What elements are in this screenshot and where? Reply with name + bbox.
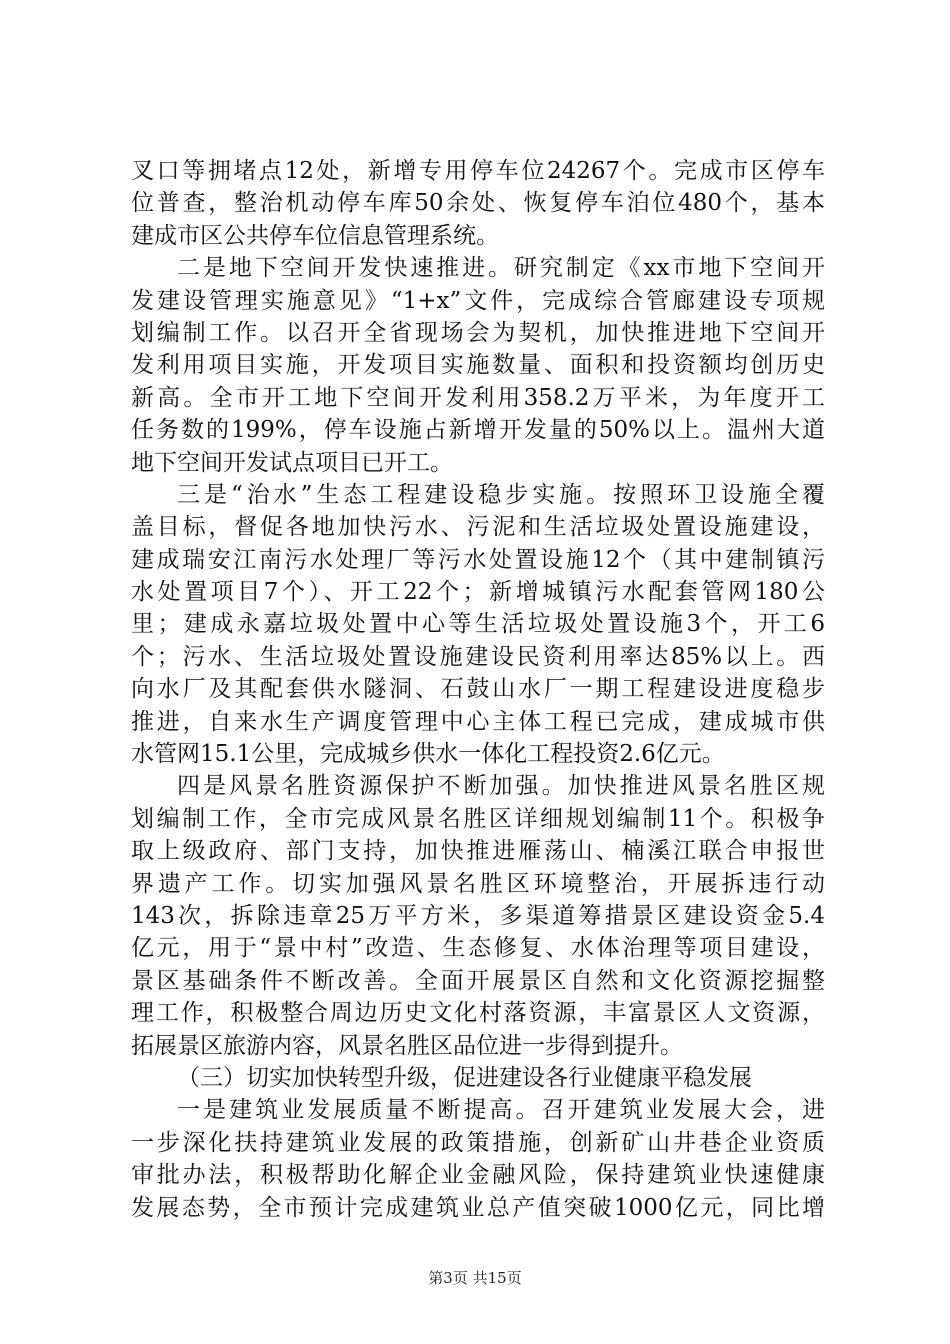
text-line: 拓展景区旅游内容，风景名胜区品位进一步得到提升。 [131,1032,683,1059]
text-line: 叉口等拥堵点12处，新增专用停车位24267个。完成市区停车 [131,158,825,184]
text-line: 水管网15.1公里，完成城乡供水一体化工程投资2.6亿元。 [131,741,725,768]
text-line: 二是地下空间开发快速推进。研究制定《xx市地下空间开 [177,255,825,282]
section-heading: （三）切实加快转型升级，促进建设各行业健康平稳发展 [177,1064,752,1091]
text-line: 划编制工作。以召开全省现场会为契机，加快推进地下空间开 [131,319,825,346]
text-line: 建成市区公共停车位信息管理系统。 [131,222,499,249]
text-line: 个；污水、生活垃圾处置设施建设民资利用率达85%以上。西 [131,643,825,670]
text-line: 建成瑞安江南污水处理厂等污水处置设施12个（其中建制镇污 [131,546,825,573]
text-line: 亿元，用于“景中村”改造、生态修复、水体治理等项目建设， [131,935,825,962]
text-line: 四是风景名胜资源保护不断加强。加快推进风景名胜区规 [177,773,825,800]
text-line: 景区基础条件不断改善。全面开展景区自然和文化资源挖掘整 [131,967,825,994]
text-line: 理工作，积极整合周边历史文化村落资源，丰富景区人文资源， [131,1000,825,1027]
text-line: 新高。全市开工地下空间开发利用358.2万平米，为年度开工 [131,384,825,411]
text-line: 取上级政府、部门支持，加快推进雁荡山、楠溪江联合申报世 [131,838,825,865]
text-line: 地下空间开发试点项目已开工。 [131,449,453,476]
text-line: 水处置项目7个）、开工22个；新增城镇污水配套管网180公 [131,579,825,606]
text-line: 向水厂及其配套供水隧洞、石鼓山水厂一期工程建设进度稳步 [131,676,825,703]
text-line: 盖目标，督促各地加快污水、污泥和生活垃圾处置设施建设， [131,514,825,541]
text-line: 三是“治水”生态工程建设稳步实施。按照环卫设施全覆 [177,481,825,508]
text-line: 一步深化扶持建筑业发展的政策措施，创新矿山井巷企业资质 [131,1129,825,1156]
text-line: 划编制工作，全市完成风景名胜区详细规划编制11个。积极争 [131,805,825,832]
text-line: 发建设管理实施意见》“1+x”文件，完成综合管廊建设专项规 [131,287,825,314]
page-number-footer: 第3页 共15页 [428,1269,522,1287]
body-text [131,155,825,1224]
text-line: 位普查，整治机动停车库50余处、恢复停车泊位480个，基本 [131,190,825,217]
text-line: 发利用项目实施，开发项目实施数量、面积和投资额均创历史 [131,352,825,379]
text-line: 界遗产工作。切实加强风景名胜区环境整治，开展拆违行动 [131,870,825,897]
text-line: 推进，自来水生产调度管理中心主体工程已完成，建成城市供 [131,708,825,735]
text-line: 任务数的199%，停车设施占新增开发量的50%以上。温州大道 [131,417,825,444]
text-line: 审批办法，积极帮助化解企业金融风险，保持建筑业快速健康 [131,1162,825,1189]
text-line: 里；建成永嘉垃圾处置中心等生活垃圾处置设施3个，开工6 [131,611,825,638]
text-line: 143次，拆除违章25万平方米，多渠道筹措景区建设资金5.4 [131,902,825,929]
text-line: 一是建筑业发展质量不断提高。召开建筑业发展大会，进 [177,1097,825,1124]
text-line: 发展态势，全市预计完成建筑业总产值突破1000亿元，同比增 [131,1194,825,1221]
